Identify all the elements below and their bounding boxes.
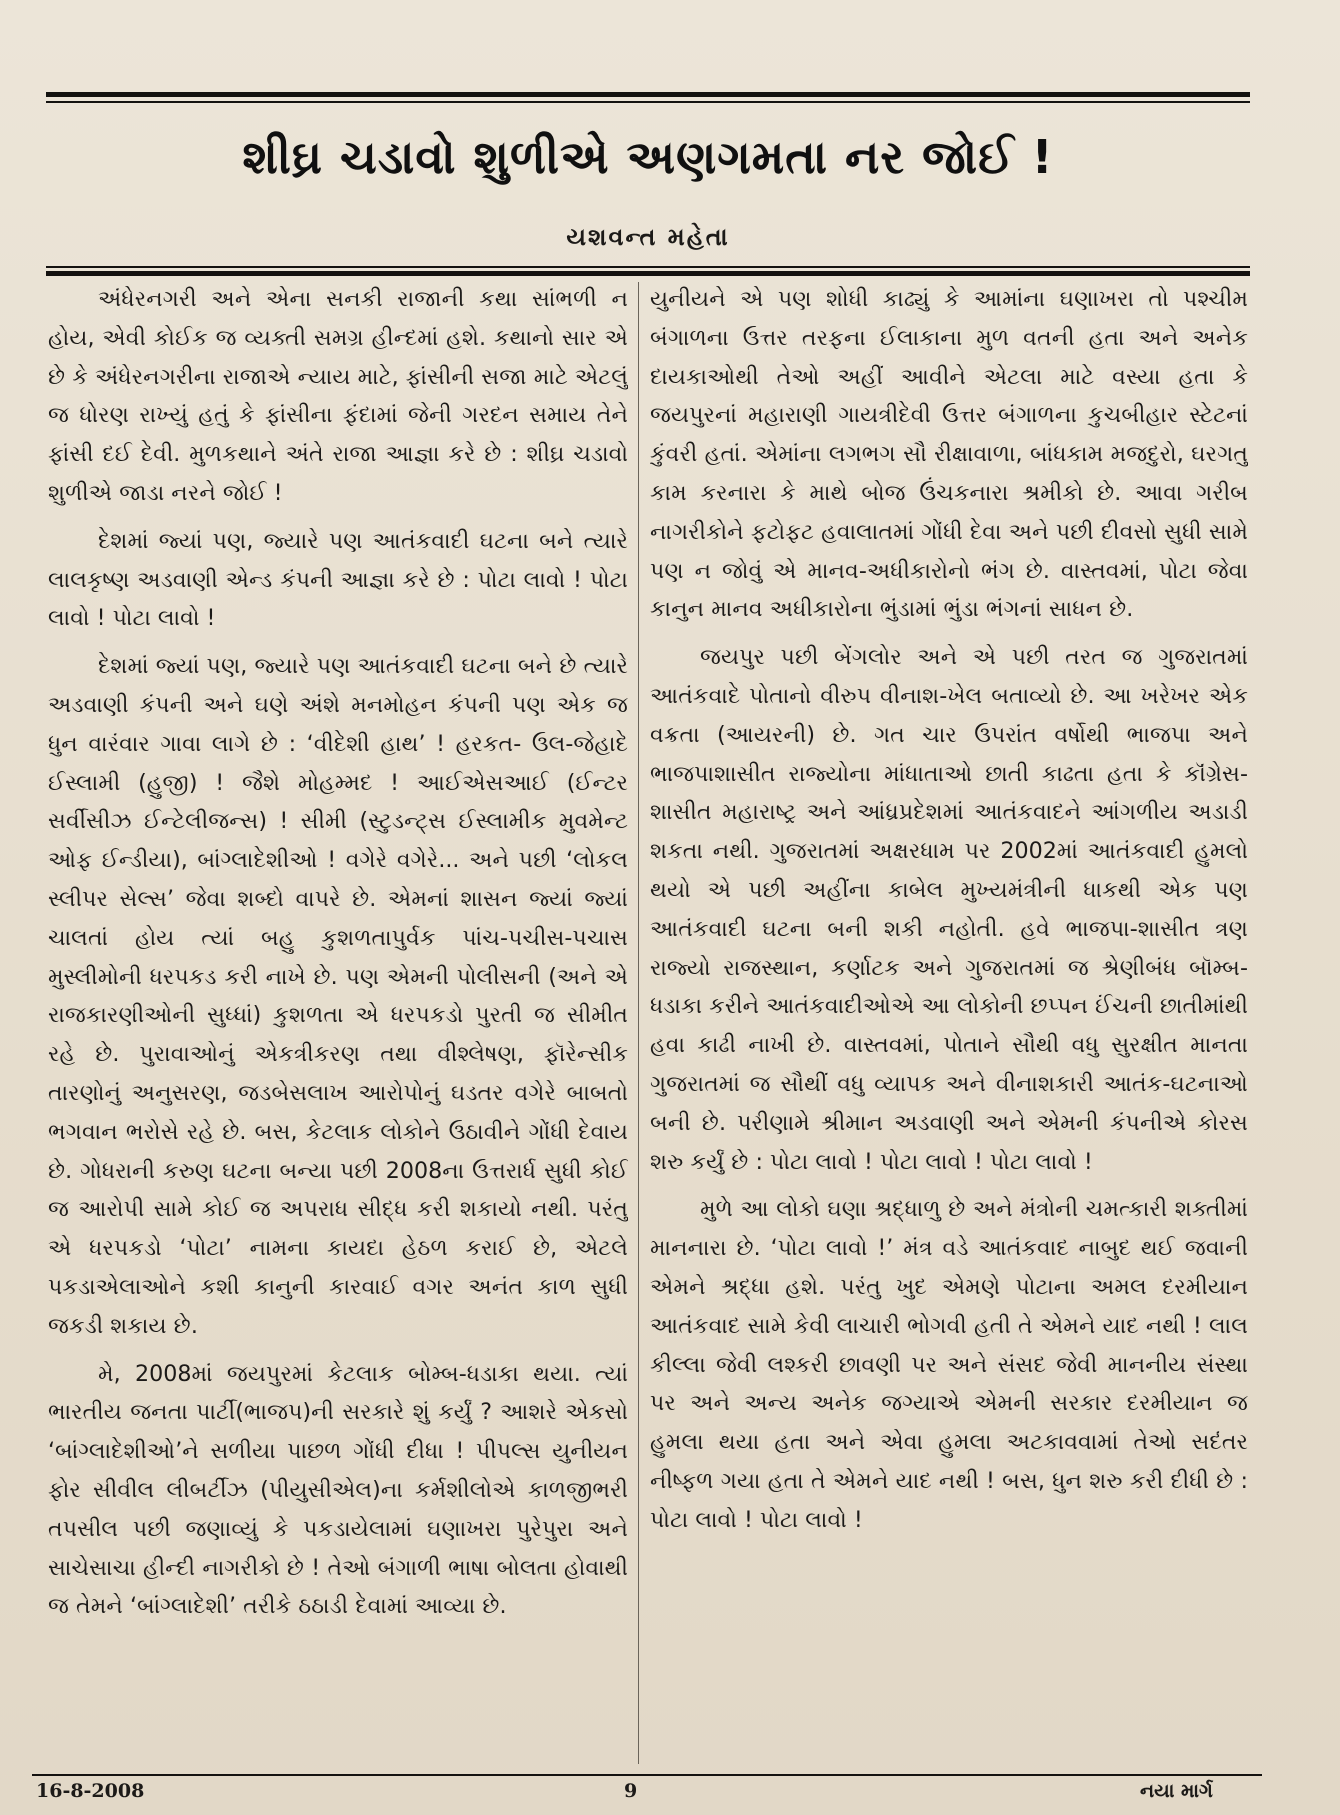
paragraph: દેશમાં જ્યાં પણ, જ્યારે પણ આતંકવાદી ઘટના બને ત્યારે લાલકૃષ્ણ અડવાણી એન્ડ કંપની આજ્ઞા કરે છે : પોટા લાવો ! પોટા લાવો ! પોટા લાવો ! [48, 527, 628, 632]
article-title: શીઘ્ર ચડાવો શુળીએ અણગમતા નર જોઈ ! [242, 130, 1054, 184]
paragraph: યુનીયને એ પણ શોધી કાઢ્યું કે આમાંના ઘણાખરા તો પશ્ચીમ બંગાળના ઉત્તર તરફના ઈલાકાના મુળ વતની હતા અને અનેક દાયકાઓથી તેઓ અહીં આવીને એટલા માટે વસ્યા હતા કે જયપુરનાં મહારાણી ગાયત્રીદેવી ઉત્તર બંગાળના કુચબીહાર સ્ટેટનાં કુંવરી હતાં. એમાંના લગભગ સૌ રીક્ષાવાળા, બાંધકામ મજદુરો, ઘરગતુ કામ કરનારા કે માથે બોજ ઉંચકનારા શ્રમીકો છે. આવા ગરીબ નાગરીકોને ફટોફટ હવાલાતમાં ગોંધી દેવા અને પછી દીવસો સુધી સામે પણ ન જોવું એ માનવ-અધીકારોનો ભંગ છે. વાસ્તવમાં, પોટા જેવા કાનુન માનવ અધીકારોના ભુંડામાં ભુંડા ભંગનાં સાધન છે. [650, 286, 1248, 623]
paragraph: મુળે આ લોકો ઘણા શ્રદ્ધાળુ છે અને મંત્રોની ચમત્કારી શક્તીમાં માનનારા છે. ‘પોટા લાવો !’ મંત્ર વડે આતંકવાદ નાબુદ થઈ જવાની એમને શ્રદ્ધા હશે. પરંતુ ખુદ એમણે પોટાના અમલ દરમીયાન આતંકવાદ સામે કેવી લાચારી ભોગવી હતી તે એમને યાદ નથી ! લાલ કીલ્લા જેવી લશ્કરી છાવણી પર અને સંસદ જેવી માનનીય સંસ્થા પર અને અન્ય અનેક જગ્યાએ એમની સરકાર દરમીયાન જ હુમલા થયા હતા અને એવા હુમલા અટકાવવામાં તેઓ સદંતર નીષ્ફળ ગયા હતા તે એમને યાદ નથી ! બસ, ધુન શરુ કરી દીધી છે : પોટા લાવો ! પોટા લાવો ! [650, 1196, 1248, 1533]
header-rule-top-thin [46, 101, 1250, 103]
article-author: યશવન્ત મહેતા [566, 223, 730, 251]
footer-rule [32, 1774, 1262, 1776]
column-divider [638, 282, 639, 1764]
paragraph: અંધેરનગરી અને એના સનકી રાજાની કથા સાંભળી ન હોય, એવી કોઈક જ વ્યક્તી સમગ્ર હીન્દમાં હશે. કથાનો સાર એ છે કે અંધેરનગરીના રાજાએ ન્યાય માટે, ફાંસીની સજા માટે એટલું જ ધોરણ રાખ્યું હતું કે ફાંસીના ફંદામાં જેની ગરદન સમાય તેને ફાંસી દઈ દેવી. મુળકથાને અંતે રાજા આજ્ઞા કરે છે : શીઘ્ર ચડાવો શુળીએ જાડા નરને જોઈ ! [48, 286, 628, 506]
paragraph: મે, 2008માં જયપુરમાં કેટલાક બોમ્બ-ધડાકા થયા. ત્યાં ભારતીય જનતા પાર્ટી(ભાજપ)ની સરકારે શું કર્યું ? આશરે એકસો ‘બાંગ્લાદેશીઓ’ને સળીયા પાછળ ગોંધી દીધા ! પીપલ્સ યુનીયન ફોર સીવીલ લીબર્ટીઝ (પીયુસીએલ)ના કર્મશીલોએ કાળજીભરી તપસીલ પછી જણાવ્યું કે પકડાયેલામાં ઘણાખરા પુરેપુરા અને સાચેસાચા હીન્દી નાગરીકો છે ! તેઓ બંગાળી ભાષા બોલતા હોવાથી જ તેમને ‘બાંગ્લાદેશી’ તરીકે ઠઠાડી દેવામાં આવ્યા છે. [48, 1360, 628, 1620]
paragraph: દેશમાં જ્યાં પણ, જ્યારે પણ આતંકવાદી ઘટના બને છે ત્યારે અડવાણી કંપની અને ઘણે અંશે મનમોહન કંપની પણ એક જ ધુન વારંવાર ગાવા લાગે છે : ‘વીદેશી હાથ’ ! હરકત- ઉલ-જેહાદે ઈસ્લામી (હુજી) ! જૈશે મોહમ્મદ ! આઈએસઆઈ (ઈન્ટર સર્વીસીઝ ઈન્ટેલીજન્સ) ! સીમી (સ્ટુડન્ટ્સ ઈસ્લામીક મુવમેન્ટ ઓફ ઈન્ડીયા), બાંગ્લાદેશીઓ ! વગેરે વગેરે... અને પછી ‘લોકલ સ્લીપર સેલ્સ’ જેવા શબ્દો વાપરે છે. એમનાં શાસન જ્યાં જ્યાં ચાલતાં હોય ત્યાં બહુ કુશળતાપુર્વક પાંચ-પચીસ-પચાસ મુસ્લીમોની ધરપકડ કરી નાખે છે. પણ એમની પોલીસની (અને એ રાજકારણીઓની સુધ્ધાં) કુશળતા એ ધરપકડો પુરતી જ સીમીત રહે છે. પુરાવાઓનું એકત્રીકરણ તથા વીશ્લેષણ, ફૉરેન્સીક તારણોનું અનુસરણ, જડબેસલાખ આરોપોનું ઘડતર વગેરે બાબતો ભગવાન ભરોસે રહે છે. બસ, કેટલાક લોકોને ઉઠાવીને ગોંધી દેવાય છે. ગોધરાની કરુણ ઘટના બન્યા પછી 2008ના ઉત્તરાર્ધ સુધી કોઈ જ આરોપી સામે કોઈ જ અપરાધ સીદ્ધ કરી શકાયો નથી. પરંતુ એ ધરપકડો ‘પોટા’ નામના કાયદા હેઠળ કરાઈ છે, એટલે પકડાએલાઓને કશી કાનુની કારવાઈ વગર અનંત કાળ સુધી જકડી શકાય છે. [48, 653, 628, 1339]
header-rule-bottom [46, 271, 1250, 276]
header-rule-bottom-thin [46, 266, 1250, 268]
left-column [48, 280, 628, 1770]
page-number: 9 [624, 1780, 638, 1802]
right-column [650, 280, 1248, 1770]
magazine-name: નયા માર્ગ [1140, 1780, 1213, 1802]
footer-date: 16-8-2008 [36, 1780, 145, 1802]
header-rule-top [46, 92, 1250, 97]
paragraph: જયપુર પછી બેંગલોર અને એ પછી તરત જ ગુજરાતમાં આતંકવાદે પોતાનો વીરુપ વીનાશ-ખેલ બતાવ્યો છે. આ ખરેખર એક વક્રતા (આયરની) છે. ગત ચાર ઉપરાંત વર્ષોથી ભાજપા અને ભાજપાશાસીત રાજ્યોના માંધાતાઓ છાતી કાઢતા હતા કે કૉંગ્રેસ-શાસીત મહારાષ્ટ્ર અને આંધ્રપ્રદેશમાં આતંકવાદને આંગળીય અડાડી શકતા નથી. ગુજરાતમાં અક્ષરધામ પર 2002માં આતંકવાદી હુમલો થયો એ પછી અહીંના કાબેલ મુખ્યમંત્રીની ધાકથી એક પણ આતંકવાદી ઘટના બની શકી નહોતી. હવે ભાજપા-શાસીત ત્રણ રાજ્યો રાજસ્થાન, કર્ણાટક અને ગુજરાતમાં જ શ્રેણીબંધ બૉમ્બ-ધડાકા કરીને આતંકવાદીઓએ આ લોકોની છપ્પન ઈંચની છાતીમાંથી હવા કાઢી નાખી છે. વાસ્તવમાં, પોતાને સૌથી વધુ સુરક્ષીત માનતા ગુજરાતમાં જ સૌથીં વધુ વ્યાપક અને વીનાશકારી આતંક-ઘટનાઓ બની છે. પરીણામે શ્રીમાન અડવાણી અને એમની કંપનીએ કોરસ શરુ કર્યું છે : પોટા લાવો ! પોટા લાવો ! પોટા લાવો ! [650, 644, 1248, 1175]
